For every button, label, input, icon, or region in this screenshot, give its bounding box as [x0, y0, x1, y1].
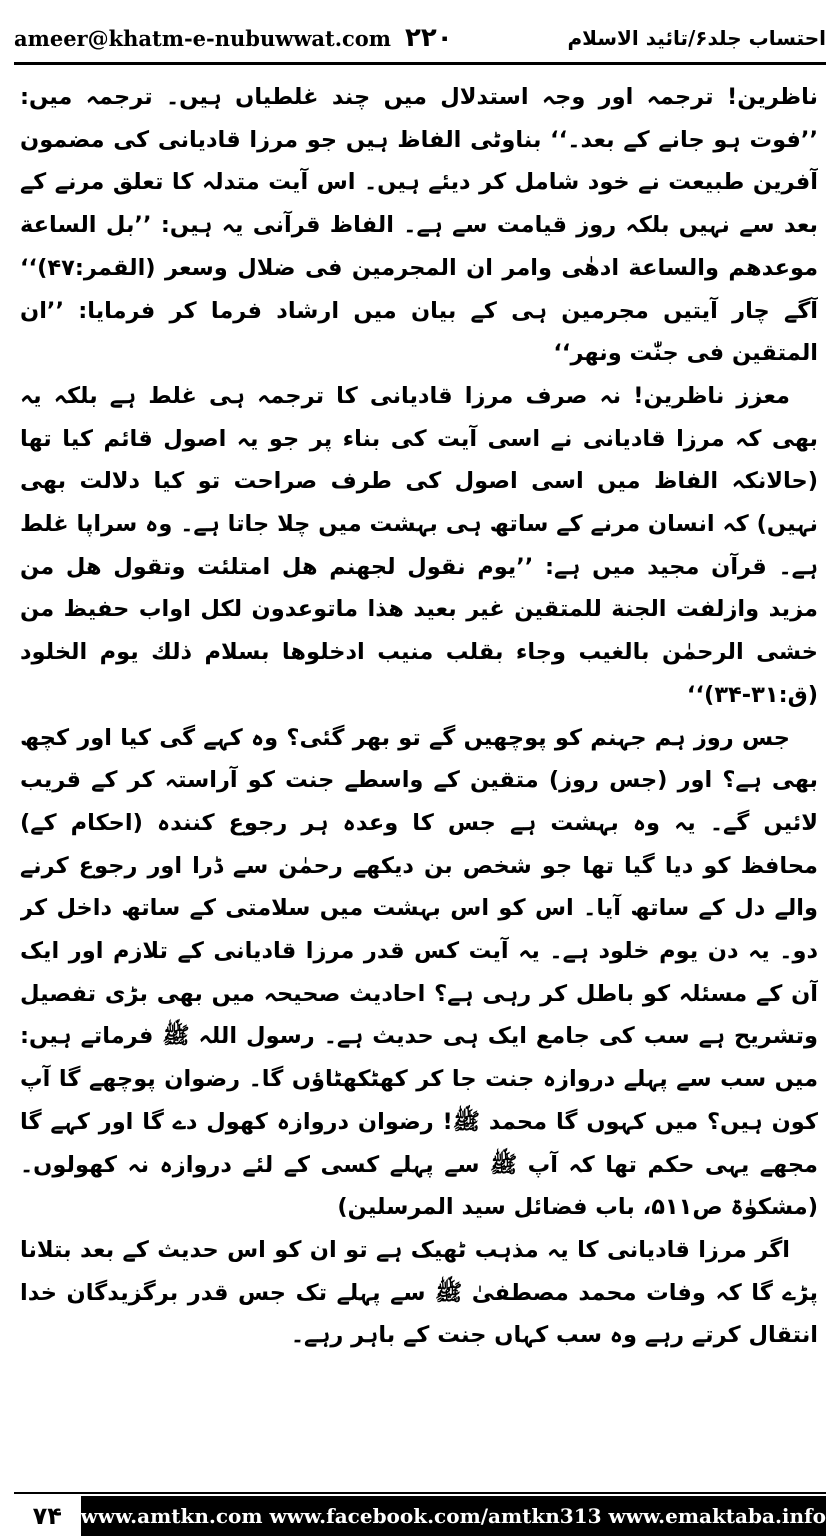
page-body — [20, 76, 818, 1456]
paragraph-1: ناظرین! ترجمہ اور وجہ استدلال میں چند غلطیاں ہیں۔ ترجمہ میں: ’’فوت ہو جانے کے بعد۔‘‘ بناوٹی الفاظ ہیں جو مرزا قادیانی کی مضمون آفرین طبیعت نے خود شامل کر دیئے ہیں۔ اس آیت متدلہ کا تعلق مرنے کے بعد سے نہیں بلکہ روز قیامت سے ہے۔ الفاظ قرآنی یہ ہیں: ’’بل الساعة موعدهم والساعة ادهٰى وامر ان المجرمين فى ضلال وسعر (القمر:۴۷)‘‘ آگے چار آیتیں مجرمین ہی کے بیان میں ارشاد فرما کر فرمایا: ’’ان المتقين فى جنّٰت ونهر‘‘ — [20, 84, 818, 367]
header-email[interactable]: ameer@khatm-e-nubuwwat.com — [14, 25, 392, 51]
paragraph-2: معزز ناظرین! نہ صرف مرزا قادیانی کا ترجمہ ہی غلط ہے بلکہ یہ بھی کہ مرزا قادیانی نے اسی آیت کی بناء پر جو یہ اصول قائم کیا تھا (حالانکہ الفاظ میں اسی اصول کی طرف صراحت تو کیا دلالت بھی نہیں) کہ انسان مرنے کے ساتھ ہی بہشت میں چلا جاتا ہے۔ وہ سراپا غلط ہے۔ قرآن مجید میں ہے: ’’يوم نقول لجهنم هل امتلئت وتقول هل من مزيد وازلفت الجنة للمتقين غير بعيد هذا ماتوعدون لكل اواب حفيظ من خشى الرحمٰن بالغيب وجاء بقلب منيب ادخلوها بسلام ذلك يوم الخلود (ق:۳۱-۳۴)‘‘ — [20, 382, 818, 708]
page-header — [14, 14, 826, 65]
footer-links[interactable]: www.amtkn.com www.facebook.com/amtkn313 www.emaktaba.info — [81, 1496, 826, 1536]
footer-page-number: ۷۴ — [32, 1502, 62, 1530]
header-page-number: ۲۲۰ — [405, 23, 453, 53]
header-book-title: احتساب جلد۶/تائید الاسلام — [567, 26, 826, 50]
page-footer — [14, 1492, 826, 1538]
paragraph-4: اگر مرزا قادیانی کا یہ مذہب ٹھیک ہے تو ان کو اس حدیث کے بعد بتلانا پڑے گا کہ وفات محمد مصطفیٰ ﷺ سے پہلے تک جس قدر برگزیدگان خدا انتقال کرتے رہے وہ سب کہاں جنت کے باہر رہے۔ — [20, 1236, 818, 1349]
paragraph-3: جس روز ہم جہنم کو پوچھیں گے تو بھر گئی؟ وہ کہے گی کیا اور کچھ بھی ہے؟ اور (جس روز) متقین کے واسطے جنت کو آراستہ کر کے قریب لائیں گے۔ یہ وہ بہشت ہے جس کا وعدہ ہر رجوع کنندہ (احکام کے) محافظ کو دیا گیا تھا جو شخص بن دیکھے رحمٰن سے ڈرا اور رجوع کرنے والے دل کے ساتھ آیا۔ اس کو اس بہشت میں سلامتی کے ساتھ داخل کر دو۔ یہ دن یوم خلود ہے۔ یہ آیت کس قدر مرزا قادیانی کے تلازم اور ایک آن کے مسئلہ کو باطل کر رہی ہے؟ احادیث صحیحہ میں بھی بڑی تفصیل وتشریح ہے سب کی جامع ایک ہی حدیث ہے۔ رسول اللہ ﷺ فرماتے ہیں: میں سب سے پہلے دروازہ جنت جا کر کھٹکھٹاؤں گا۔ رضوان پوچھے گا آپ کون ہیں؟ میں کہوں گا محمد ﷺ! رضوان دروازہ کھول دے گا اور کہے گا مجھے یہی حکم تھا کہ آپ ﷺ سے پہلے کسی کے لئے دروازہ نہ کھولوں۔ (مشکوٰۃ ص۵۱۱، باب فضائل سید المرسلین) — [20, 724, 818, 1221]
header-left — [14, 23, 453, 53]
